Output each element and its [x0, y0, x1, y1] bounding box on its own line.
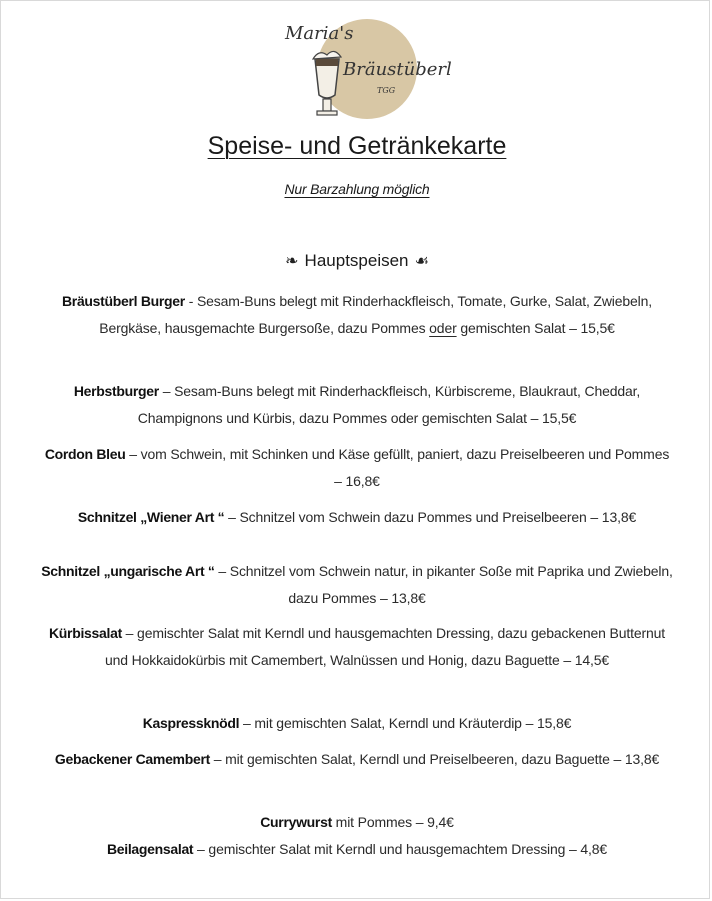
item-description: – Schnitzel vom Schwein natur, in pikanter Soße mit Paprika und Zwiebeln, dazu Pommes – 13,8€ [214, 563, 673, 606]
menu-item [41, 836, 673, 863]
item-name: Herbstburger [73, 383, 159, 399]
item-description: - Sesam-Buns belegt mit Rinderhackfleisch, Tomate, Gurke, Salat, Zwiebeln, Bergkäse, hausgemachte Burgersoße, dazu Pommes [99, 293, 652, 336]
brewery-logo [279, 13, 455, 121]
item-name: Currywurst [260, 814, 332, 830]
ornament-right-icon: ☙ [414, 252, 429, 270]
menu-item [41, 441, 673, 495]
page-title [1, 129, 712, 163]
section-label: Hauptspeisen [304, 251, 409, 270]
item-description: – gemischter Salat mit Kerndl und hausgemachten Dressing, dazu gebackenen Butternut und Hokkaidokürbis mit Camembert, Walnüssen und Honig, dazu Baguette – 14,5€ [104, 625, 665, 668]
item-name: Kürbissalat [48, 625, 122, 641]
menu-item [41, 809, 673, 836]
menu-item [41, 504, 673, 531]
logo-text-tgg: TGG [377, 86, 396, 95]
item-description: – mit gemischten Salat, Kerndl und Preiselbeeren, dazu Baguette – 13,8€ [209, 751, 660, 767]
item-description: – gemischter Salat mit Kerndl und hausgemachtem Dressing – 4,8€ [193, 841, 608, 857]
item-name: Cordon Bleu [44, 446, 126, 462]
item-name: Beilagensalat [106, 841, 194, 857]
menu-item [41, 288, 673, 342]
page-title-text: Speise- und Getränkekarte [207, 132, 507, 160]
item-description: – mit gemischten Salat, Kerndl und Kräuterdip – 15,8€ [239, 715, 572, 731]
item-name: Schnitzel „Wiener Art “ [77, 509, 225, 525]
ornament-left-icon: ❧ [285, 252, 299, 270]
item-description: mit Pommes – 9,4€ [331, 814, 454, 830]
item-name: Gebackener Camembert [54, 751, 210, 767]
item-description: – Schnitzel vom Schwein dazu Pommes und Preiselbeeren – 13,8€ [224, 509, 637, 525]
menu-item [41, 746, 673, 773]
item-description-underlined: oder [429, 320, 457, 336]
item-description: gemischten Salat – 15,5€ [456, 320, 615, 336]
menu-item [41, 378, 673, 432]
logo-text-braeustuberl: Bräustüberl [343, 59, 452, 80]
item-name: Kaspressknödl [142, 715, 240, 731]
item-description: – vom Schwein, mit Schinken und Käse gefüllt, paniert, dazu Preiselbeeren und Pommes – 16,8€ [125, 446, 670, 489]
menu-item [41, 558, 673, 612]
payment-note: Nur Barzahlung möglich [284, 181, 430, 197]
menu-item [41, 710, 673, 737]
item-description: – Sesam-Buns belegt mit Rinderhackfleisch, Kürbiscreme, Blaukraut, Cheddar, Champignons und Kürbis, dazu Pommes oder gemischten Salat – 15,5€ [137, 383, 641, 426]
item-name: Bräustüberl Burger [61, 293, 185, 309]
item-name: Schnitzel „ungarische Art “ [41, 563, 215, 579]
logo-text-marias: Maria's [285, 23, 354, 44]
menu-item [41, 620, 673, 674]
section-heading [1, 249, 712, 274]
